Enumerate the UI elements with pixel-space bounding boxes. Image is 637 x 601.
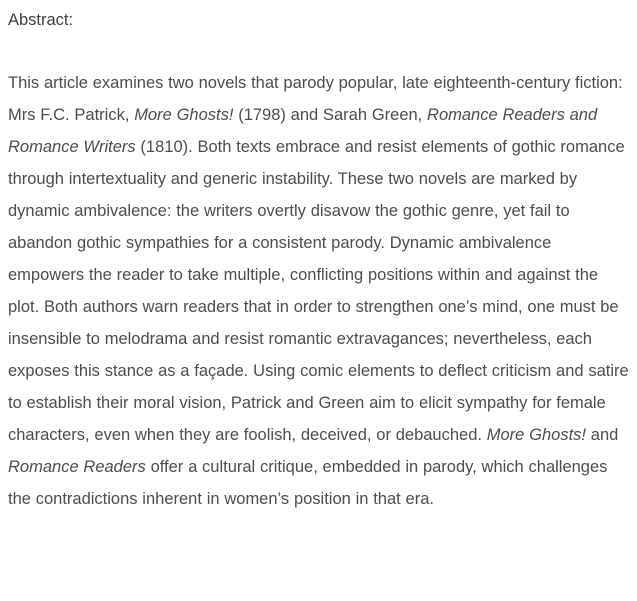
abstract-title-italic: Romance Readers: [8, 457, 146, 476]
abstract-text-run: (1810). Both texts embrace and resist elements of gothic romance through intertextuality and generic instability. These two novels are marked by dynamic ambivalence: the writers overtly disavow the gothic genre, yet fail to abandon gothic sympathies for a consistent parody. Dynamic ambivalence empowers the reader to take multiple, conflicting positions within and against the plot. Both authors warn readers that in order to strengthen one’s mind, one must be insensible to melodrama and resist romantic extravagances; nevertheless, each exposes this stance as a façade. Using comic elements to deflect criticism and satire to establish their moral vision, Patrick and Green aim to elicit sympathy for female characters, even when they are foolish, deceived, or debauched.: [8, 137, 629, 444]
abstract-text-run: offer a cultural critique, embedded in parody, which challenges the contradictions inherent in women’s position in that era.: [8, 457, 608, 508]
abstract-text-run: This article examines two novels that parody popular, late eighteenth-century fiction: Mrs F.C. Patrick,: [8, 73, 623, 124]
abstract-body: [8, 67, 629, 515]
abstract-title-italic: More Ghosts!: [134, 105, 234, 124]
abstract-text-run: and: [586, 425, 619, 444]
abstract-title-italic: Romance Readers and Romance Writers: [8, 105, 598, 156]
abstract-heading: Abstract:: [8, 11, 74, 29]
abstract-text-run: (1798) and Sarah Green,: [233, 105, 428, 124]
abstract-title-italic: More Ghosts!: [486, 425, 586, 444]
